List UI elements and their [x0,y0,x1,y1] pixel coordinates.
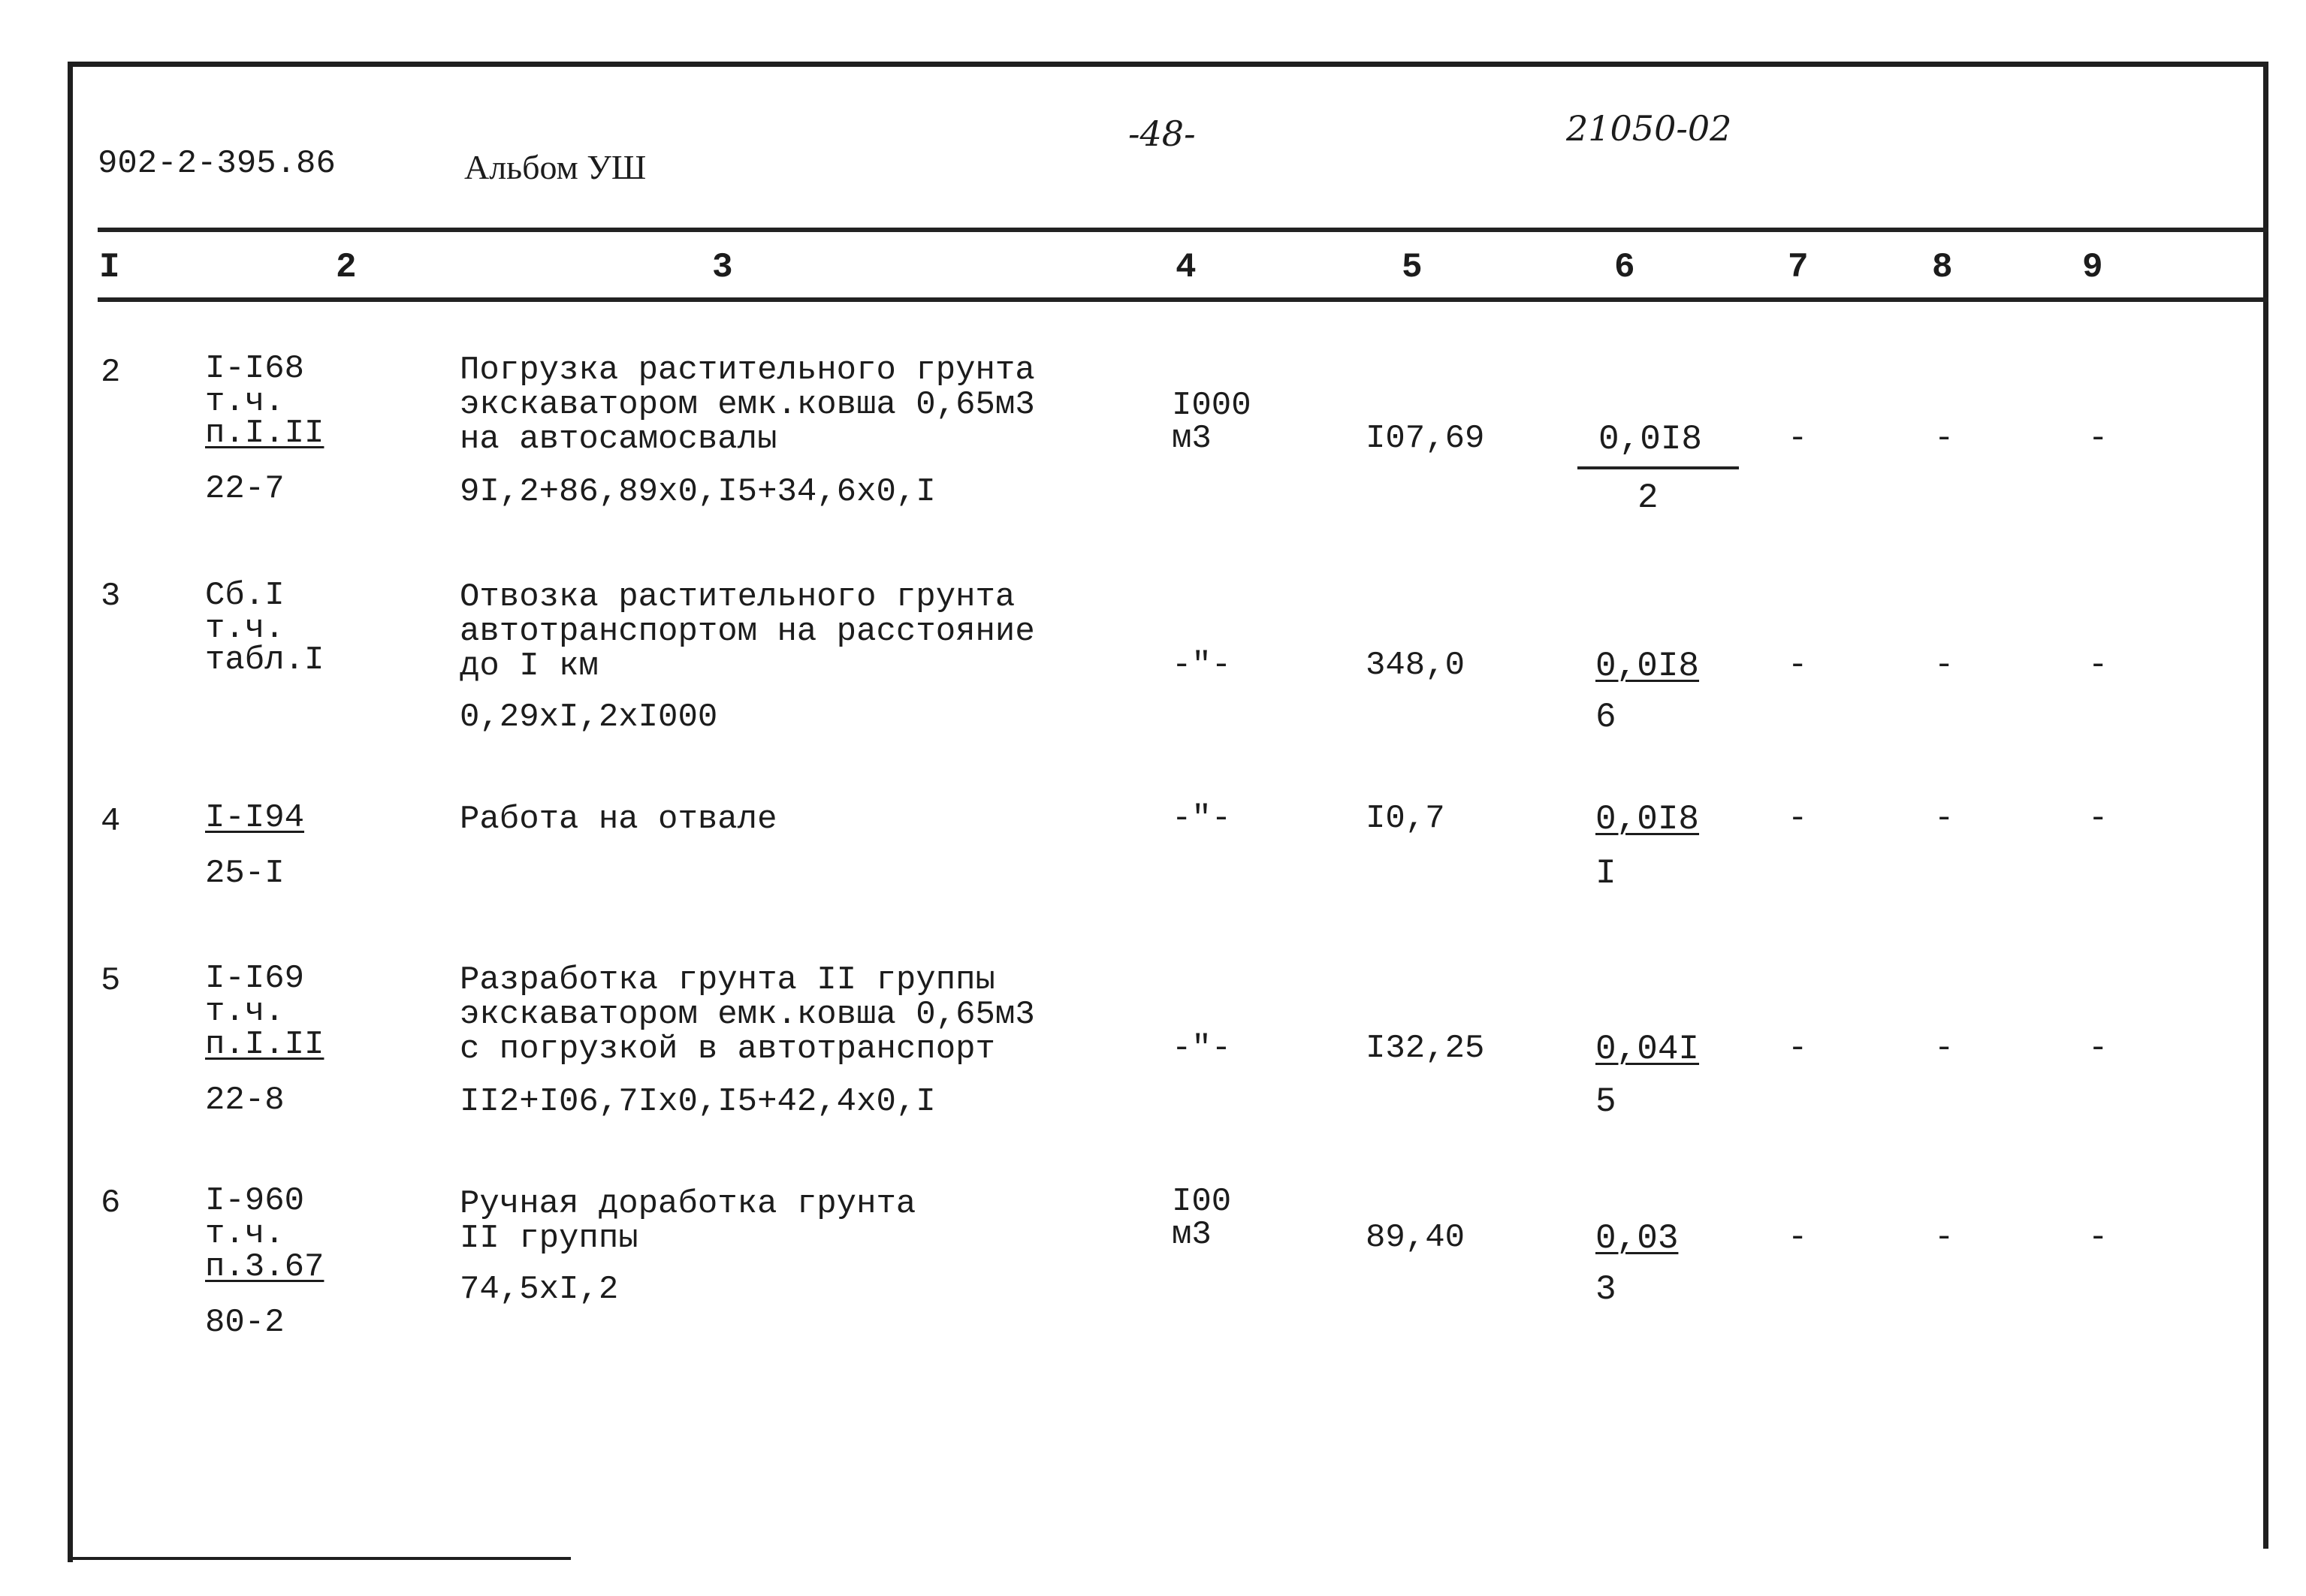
price-value: 348,0 [1366,647,1465,684]
col8-dash: - [1934,647,1954,684]
fraction-top: 0,0I8 [1595,647,1700,686]
col7-dash: - [1788,1219,1808,1257]
col8-dash: - [1934,420,1954,457]
col-header-7: 7 [1788,248,1809,287]
col-header-2: 2 [336,248,357,287]
reference-code: I-I68 [205,350,305,388]
col9-dash: - [2088,800,2108,837]
unit-ditto: -"- [1172,647,1232,684]
work-description-line: Отвозка растительного грунта [460,578,1016,616]
reference-sub: т.ч. [205,993,285,1030]
reference-table: 22-8 [205,1082,285,1119]
col7-dash: - [1788,1030,1808,1067]
frame-right-border [2263,62,2268,1549]
row-number: 2 [101,354,121,391]
album-title: Альбом УШ [464,148,647,186]
reference-code: I-I94 [205,799,305,837]
calc-formula: 9I,2+86,89x0,I5+34,6x0,I [460,473,936,511]
fraction-bottom: 2 [1637,478,1659,517]
fraction-line [1577,466,1739,469]
reference-sub: т.ч. [205,610,285,647]
price-value: I07,69 [1366,420,1485,457]
price-value: I0,7 [1366,800,1445,837]
reference-table: 25-I [205,855,285,892]
col-header-5: 5 [1402,248,1423,287]
reference-clause: п.I.II [205,415,324,452]
row-number: 3 [101,578,121,615]
unit-value: I00 [1172,1183,1232,1220]
col-header-8: 8 [1932,248,1953,287]
work-description-line: автотранспортом на расстояние [460,613,1035,650]
fraction-bottom: 5 [1595,1082,1616,1121]
unit-value: I000 [1172,387,1251,424]
reference-code: I-I69 [205,960,305,997]
fraction-bottom: 3 [1595,1270,1616,1309]
frame-left-border [68,62,73,1562]
col8-dash: - [1934,1219,1954,1257]
reference-code: I-960 [205,1182,305,1220]
unit-label: м3 [1172,420,1212,457]
doc-code: 902-2-395.86 [98,145,336,183]
project-code: 21050-02 [1566,108,1732,149]
col9-dash: - [2088,1219,2108,1257]
calc-formula: 74,5xI,2 [460,1271,619,1308]
reference-table: 80-2 [205,1304,285,1341]
calc-formula: 0,29xI,2xI000 [460,698,718,736]
fraction-bottom: I [1595,854,1616,893]
reference-table: табл.I [205,641,324,679]
reference-sub: т.ч. [205,383,285,421]
col-header-9: 9 [2082,248,2103,287]
col9-dash: - [2088,420,2108,457]
page-number: -48- [1128,113,1196,154]
price-value: I32,25 [1366,1030,1485,1067]
work-description-line: Погрузка растительного грунта [460,351,1035,389]
unit-ditto: -"- [1172,800,1232,837]
header-rule-bottom [98,297,2268,302]
row-number: 6 [101,1184,121,1222]
work-description-line: Разработка грунта II группы [460,961,995,999]
col-header-3: 3 [712,248,733,287]
col8-dash: - [1934,1030,1954,1067]
reference-clause: п.I.II [205,1026,324,1063]
work-description-line: II группы [460,1220,638,1257]
reference-table: 22-7 [205,470,285,508]
unit-ditto: -"- [1172,1030,1232,1067]
row-number: 4 [101,803,121,840]
unit-label: м3 [1172,1216,1212,1254]
reference-code: Сб.I [205,577,285,614]
col-header-6: 6 [1614,248,1635,287]
fraction-top: 0,04I [1595,1030,1700,1069]
calc-formula: II2+I06,7Ix0,I5+42,4x0,I [460,1083,936,1121]
fraction-top: 0,0I8 [1598,420,1703,459]
col7-dash: - [1788,420,1808,457]
frame-top-border [68,62,2268,67]
col9-dash: - [2088,1030,2108,1067]
work-description-line: на автосамосвалы [460,421,777,458]
work-description-line: до I км [460,647,599,685]
col9-dash: - [2088,647,2108,684]
col7-dash: - [1788,800,1808,837]
price-value: 89,40 [1366,1219,1465,1257]
fraction-bottom: 6 [1595,698,1616,737]
header-rule-top [98,228,2268,232]
reference-sub: т.ч. [205,1215,285,1253]
work-description-line: Работа на отвале [460,801,777,838]
col-header-4: 4 [1176,248,1197,287]
col7-dash: - [1788,647,1808,684]
work-description-line: Ручная доработка грунта [460,1185,916,1223]
work-description-line: экскаватором емк.ковша 0,65м3 [460,386,1035,424]
frame-bottom-border [68,1557,571,1560]
row-number: 5 [101,962,121,1000]
fraction-top: 0,0I8 [1595,800,1700,839]
reference-clause: п.3.67 [205,1248,324,1286]
work-description-line: экскаватором емк.ковша 0,65м3 [460,996,1035,1033]
col-header-1: I [99,248,120,287]
col8-dash: - [1934,800,1954,837]
fraction-top: 0,03 [1595,1219,1679,1258]
work-description-line: с погрузкой в автотранспорт [460,1030,995,1068]
